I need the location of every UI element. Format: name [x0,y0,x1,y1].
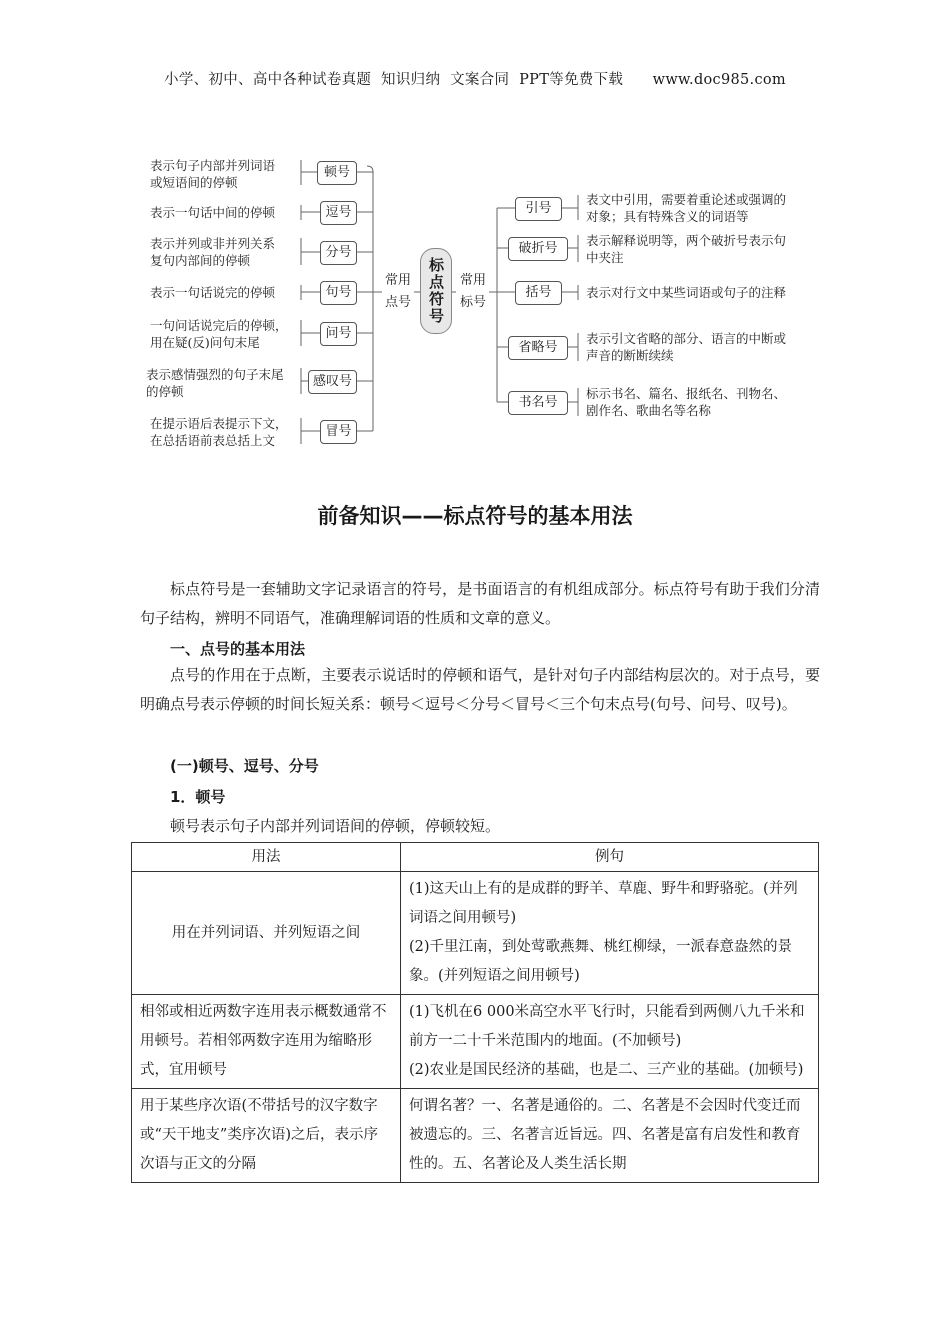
mindmap-left-desc-1: 表示句子内部并列词语 或短语间的停顿 [150,158,276,190]
example-sentence: (2)千里江南，到处莺歌燕舞、桃红柳绿，一派春意盎然的景象。(并列短语之间用顿号) [409,939,793,984]
dunhao-paragraph: 顿号表示句子内部并列词语间的停顿，停顿较短。 [170,817,501,835]
table-cell-usage: 用于某些序次语(不带括号的汉字数字或“天干地支”类序次语)之后，表示序次语与正文的分隔 [132,1089,401,1183]
mindmap-right-desc-2: 表示解释说明等，两个破折号表示句 中夹注 [586,233,787,265]
mindmap-box-juhao: 句号 [320,281,357,305]
table-row [132,872,819,995]
example-sentence: (1)这天山上有的是成群的野羊、草鹿、野牛和野骆驼。(并列词语之间用顿号) [409,881,798,926]
table-cell-usage: 用在并列词语、并列短语之间 [132,872,401,995]
mindmap-left-desc-7: 在提示语后表提示下文， 在总括语前表总括上文 [150,416,288,448]
mindmap-box-wenhao: 问号 [320,322,357,346]
mindmap-right-desc-5: 标示书名、篇名、报纸名、刊物名、 剧作名、歌曲名等名称 [586,386,787,418]
mindmap-left-desc-3: 表示并列或非并列关系 复句内部间的停顿 [150,236,276,268]
mindmap-box-douhao: 逗号 [320,201,357,225]
mindmap-left-desc-2: 表示一句话中间的停顿 [150,205,276,220]
table-cell-examples [401,872,819,995]
punctuation-mindmap [0,0,950,470]
mindmap-box-shuminghao: 书名号 [508,391,568,415]
example-sentence: (1)飞机在6 000米高空水平飞行时，只能看到两侧八九千米和前方一二十千米范围内的地面。(不加顿号) [409,1004,805,1049]
example-sentence: (2)农业是国民经济的基础，也是二、三产业的基础。(加顿号) [409,1062,804,1078]
page-title: 前备知识——标点符号的基本用法 [317,504,633,528]
mindmap-connectors [0,0,950,470]
page-header: 小学、初中、高中各种试卷真题 知识归纳 文案合同 PPT等免费下载 www.doc985.com [164,72,786,88]
dunhao-usage-table [131,842,819,1183]
table-header-example: 例句 [401,843,819,872]
mindmap-right-desc-1: 表文中引用，需要着重论述或强调的 对象；具有特殊含义的词语等 [586,192,787,224]
mindmap-center-node [420,248,452,334]
mindmap-box-fenhao: 分号 [320,241,357,265]
subheading-dunhao: 1．顿号 [170,788,226,806]
table-cell-examples [401,1089,819,1183]
table-row [132,995,819,1089]
mindmap-right-category: 常用 标号 [459,273,486,310]
mindmap-box-pozhehao: 破折号 [508,237,568,261]
mindmap-left-desc-5: 一句问话说完后的停顿， 用在疑(反)问句末尾 [150,318,288,350]
subheading-group: (一)顿号、逗号、分号 [170,757,319,775]
mindmap-box-shenglvehao: 省略号 [508,336,568,360]
table-header-row [132,843,819,872]
table-cell-examples [401,995,819,1089]
mindmap-left-desc-4: 表示一句话说完的停顿 [150,285,276,300]
mindmap-box-yinhao: 引号 [515,197,562,221]
table-cell-usage: 相邻或相近两数字连用表示概数通常不用顿号。若相邻两数字连用为缩略形式，宜用顿号 [132,995,401,1089]
table-row [132,1089,819,1183]
mindmap-left-desc-6: 表示感情强烈的句子末尾 的停顿 [146,367,284,399]
example-sentence: 何谓名著？一、名著是通俗的。二、名著是不会因时代变迁而被遗忘的。三、名著言近旨远。四、名著是富有启发性和教育性的。五、名著论及人类生活长期 [409,1098,801,1172]
mindmap-box-kuohao: 括号 [515,281,562,305]
mindmap-left-category: 常用 点号 [384,273,411,310]
section-paragraph: 点号的作用在于点断，主要表示说话时的停顿和语气，是针对句子内部结构层次的。对于点号，要明确点号表示停顿的时间长短关系：顿号＜逗号＜分号＜冒号＜三个句末点号(句号、问号、叹号)。 [140,666,820,713]
mindmap-box-dunhao: 顿号 [317,161,357,185]
mindmap-right-desc-4: 表示引文省略的部分、语言的中断或 声音的断断续续 [586,331,787,363]
mindmap-box-gantanhao: 感叹号 [308,370,357,394]
table-header-usage: 用法 [132,843,401,872]
mindmap-box-maohao: 冒号 [320,420,357,444]
mindmap-center-label: 标点符号 [427,257,445,325]
mindmap-right-desc-3: 表示对行文中某些词语或句子的注释 [586,285,787,300]
intro-paragraph: 标点符号是一套辅助文字记录语言的符号，是书面语言的有机组成部分。标点符号有助于我们分清句子结构，辨明不同语气，准确理解词语的性质和文章的意义。 [140,580,820,627]
section-heading: 一、点号的基本用法 [170,640,306,658]
